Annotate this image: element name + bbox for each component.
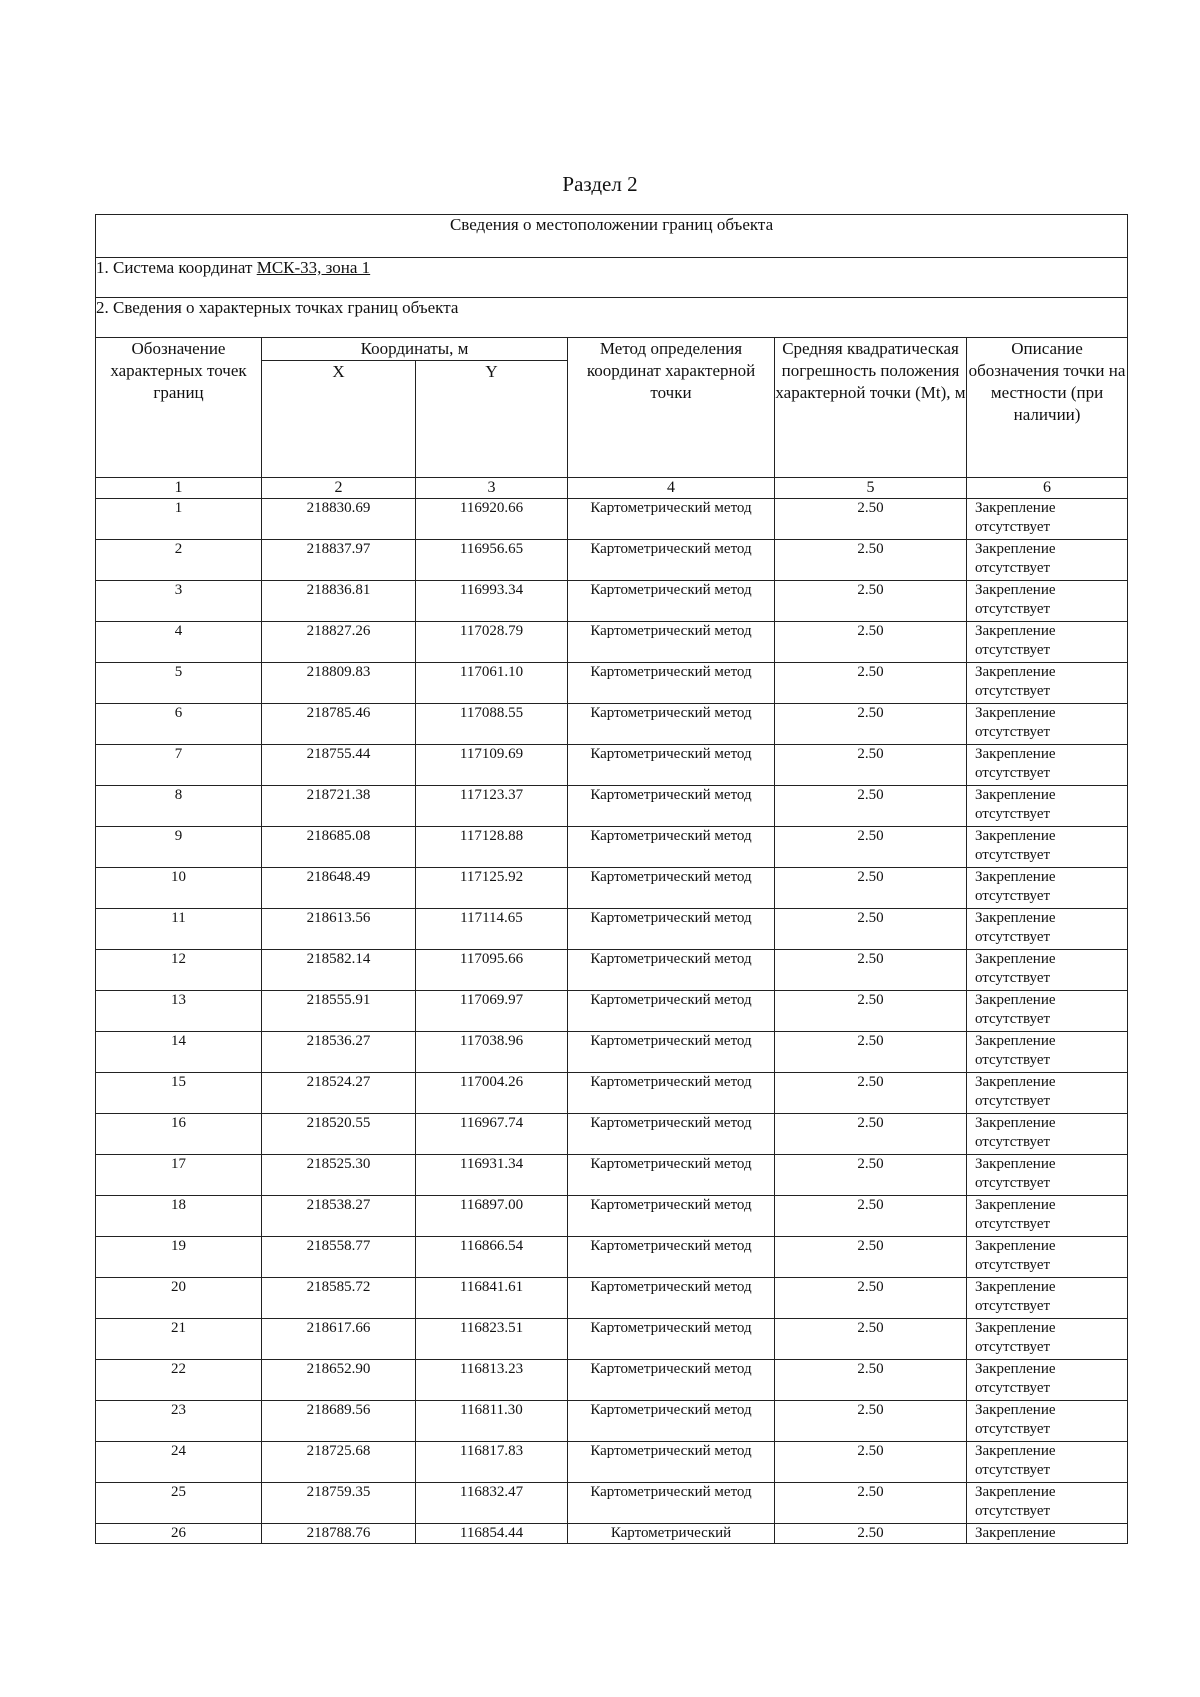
- point-number-cell: 21: [96, 1319, 262, 1360]
- description-cell: Закрепление отсутствует: [967, 1319, 1128, 1360]
- y-coordinate-cell: 117061.10: [416, 663, 568, 704]
- y-coordinate-cell: 116897.00: [416, 1196, 568, 1237]
- error-cell: 2.50: [775, 1442, 967, 1483]
- error-cell: 2.50: [775, 1155, 967, 1196]
- description-cell: Закрепление отсутствует: [967, 1483, 1128, 1524]
- description-cell: Закрепление отсутствует: [967, 827, 1128, 868]
- y-coordinate-cell: 116823.51: [416, 1319, 568, 1360]
- description-cell: Закрепление отсутствует: [967, 909, 1128, 950]
- table-row: [96, 950, 1128, 991]
- description-cell: Закрепление отсутствует: [967, 1442, 1128, 1483]
- description-cell: Закрепление отсутствует: [967, 991, 1128, 1032]
- x-coordinate-cell: 218685.08: [262, 827, 416, 868]
- y-coordinate-cell: 116956.65: [416, 540, 568, 581]
- column-number: 5: [775, 478, 967, 499]
- description-cell: Закрепление отсутствует: [967, 581, 1128, 622]
- error-cell: 2.50: [775, 540, 967, 581]
- table-row: [96, 1155, 1128, 1196]
- description-cell: Закрепление отсутствует: [967, 1032, 1128, 1073]
- method-cell: Картометрический метод: [568, 1155, 775, 1196]
- point-number-cell: 19: [96, 1237, 262, 1278]
- method-cell: Картометрический метод: [568, 1442, 775, 1483]
- y-coordinate-cell: 117038.96: [416, 1032, 568, 1073]
- table-row: [96, 745, 1128, 786]
- x-coordinate-cell: 218648.49: [262, 868, 416, 909]
- description-cell: Закрепление отсутствует: [967, 1155, 1128, 1196]
- header-error: Средняя квадратическая погрешность положения характерной точки (Mt), м: [775, 338, 967, 478]
- y-coordinate-cell: 117109.69: [416, 745, 568, 786]
- error-cell: 2.50: [775, 622, 967, 663]
- y-coordinate-cell: 116817.83: [416, 1442, 568, 1483]
- y-coordinate-cell: 117004.26: [416, 1073, 568, 1114]
- description-cell: Закрепление отсутствует: [967, 1360, 1128, 1401]
- error-cell: 2.50: [775, 704, 967, 745]
- method-cell: Картометрический метод: [568, 1114, 775, 1155]
- error-cell: 2.50: [775, 1278, 967, 1319]
- description-cell: Закрепление отсутствует: [967, 786, 1128, 827]
- description-cell: Закрепление отсутствует: [967, 1401, 1128, 1442]
- x-coordinate-cell: 218520.55: [262, 1114, 416, 1155]
- description-cell: Закрепление отсутствует: [967, 868, 1128, 909]
- y-coordinate-cell: 117125.92: [416, 868, 568, 909]
- header-designation: Обозначение характерных точек границ: [96, 338, 262, 478]
- error-cell: 2.50: [775, 1114, 967, 1155]
- coord-system-value: МСК-33, зона 1: [256, 258, 371, 277]
- description-cell: Закрепление отсутствует: [967, 1073, 1128, 1114]
- description-cell: Закрепление отсутствует: [967, 1278, 1128, 1319]
- method-cell: Картометрический метод: [568, 540, 775, 581]
- method-cell: Картометрический метод: [568, 745, 775, 786]
- error-cell: 2.50: [775, 909, 967, 950]
- point-number-cell: 5: [96, 663, 262, 704]
- method-cell: Картометрический метод: [568, 1032, 775, 1073]
- table-row: [96, 704, 1128, 745]
- error-cell: 2.50: [775, 1319, 967, 1360]
- method-cell: Картометрический метод: [568, 950, 775, 991]
- method-cell: Картометрический метод: [568, 1278, 775, 1319]
- table-title: Сведения о местоположении границ объекта: [96, 215, 1128, 258]
- x-coordinate-cell: 218689.56: [262, 1401, 416, 1442]
- point-number-cell: 11: [96, 909, 262, 950]
- point-number-cell: 25: [96, 1483, 262, 1524]
- table-row: [96, 1114, 1128, 1155]
- y-coordinate-cell: 116811.30: [416, 1401, 568, 1442]
- table-row: [96, 663, 1128, 704]
- column-number: 4: [568, 478, 775, 499]
- method-cell: Картометрический метод: [568, 663, 775, 704]
- table-row: [96, 1442, 1128, 1483]
- method-cell: Картометрический метод: [568, 499, 775, 540]
- x-coordinate-cell: 218538.27: [262, 1196, 416, 1237]
- error-cell: 2.50: [775, 1483, 967, 1524]
- table-row: [96, 909, 1128, 950]
- points-label: 2. Сведения о характерных точках границ объекта: [96, 298, 1128, 338]
- table-row: [96, 1278, 1128, 1319]
- point-number-cell: 20: [96, 1278, 262, 1319]
- y-coordinate-cell: 117088.55: [416, 704, 568, 745]
- description-cell: Закрепление отсутствует: [967, 663, 1128, 704]
- method-cell: Картометрический метод: [568, 1319, 775, 1360]
- description-cell: Закрепление отсутствует: [967, 540, 1128, 581]
- x-coordinate-cell: 218827.26: [262, 622, 416, 663]
- column-number: 2: [262, 478, 416, 499]
- x-coordinate-cell: 218837.97: [262, 540, 416, 581]
- error-cell: 2.50: [775, 1032, 967, 1073]
- column-number: 6: [967, 478, 1128, 499]
- y-coordinate-cell: 116854.44: [416, 1524, 568, 1544]
- point-number-cell: 24: [96, 1442, 262, 1483]
- x-coordinate-cell: 218525.30: [262, 1155, 416, 1196]
- error-cell: 2.50: [775, 499, 967, 540]
- x-coordinate-cell: 218785.46: [262, 704, 416, 745]
- header-y: Y: [416, 361, 568, 478]
- coord-system-row: [96, 258, 1128, 298]
- section-title: Раздел 2: [562, 172, 638, 196]
- table-row: [96, 1483, 1128, 1524]
- y-coordinate-cell: 116920.66: [416, 499, 568, 540]
- method-cell: Картометрический метод: [568, 1196, 775, 1237]
- x-coordinate-cell: 218652.90: [262, 1360, 416, 1401]
- point-number-cell: 4: [96, 622, 262, 663]
- description-cell: Закрепление отсутствует: [967, 1237, 1128, 1278]
- x-coordinate-cell: 218617.66: [262, 1319, 416, 1360]
- point-number-cell: 1: [96, 499, 262, 540]
- x-coordinate-cell: 218585.72: [262, 1278, 416, 1319]
- method-cell: Картометрический метод: [568, 704, 775, 745]
- point-number-cell: 16: [96, 1114, 262, 1155]
- x-coordinate-cell: 218558.77: [262, 1237, 416, 1278]
- x-coordinate-cell: 218613.56: [262, 909, 416, 950]
- error-cell: 2.50: [775, 1073, 967, 1114]
- error-cell: 2.50: [775, 868, 967, 909]
- description-cell: Закрепление: [967, 1524, 1128, 1544]
- method-cell: Картометрический: [568, 1524, 775, 1544]
- table-row: [96, 1196, 1128, 1237]
- x-coordinate-cell: 218788.76: [262, 1524, 416, 1544]
- description-cell: Закрепление отсутствует: [967, 745, 1128, 786]
- header-coordinates: Координаты, м: [262, 338, 568, 361]
- table-row: [96, 1032, 1128, 1073]
- y-coordinate-cell: 116967.74: [416, 1114, 568, 1155]
- point-number-cell: 7: [96, 745, 262, 786]
- table-row: [96, 622, 1128, 663]
- column-number: 1: [96, 478, 262, 499]
- point-number-cell: 6: [96, 704, 262, 745]
- boundary-points-table: [95, 214, 1128, 1544]
- x-coordinate-cell: 218836.81: [262, 581, 416, 622]
- x-coordinate-cell: 218536.27: [262, 1032, 416, 1073]
- coord-system-label: 1. Система координат: [96, 258, 253, 277]
- header-x: X: [262, 361, 416, 478]
- y-coordinate-cell: 116813.23: [416, 1360, 568, 1401]
- method-cell: Картометрический метод: [568, 581, 775, 622]
- x-coordinate-cell: 218582.14: [262, 950, 416, 991]
- point-number-cell: 26: [96, 1524, 262, 1544]
- x-coordinate-cell: 218555.91: [262, 991, 416, 1032]
- x-coordinate-cell: 218725.68: [262, 1442, 416, 1483]
- error-cell: 2.50: [775, 786, 967, 827]
- y-coordinate-cell: 116832.47: [416, 1483, 568, 1524]
- point-number-cell: 3: [96, 581, 262, 622]
- description-cell: Закрепление отсутствует: [967, 622, 1128, 663]
- error-cell: 2.50: [775, 991, 967, 1032]
- error-cell: 2.50: [775, 745, 967, 786]
- y-coordinate-cell: 117069.97: [416, 991, 568, 1032]
- table-row: [96, 1319, 1128, 1360]
- method-cell: Картометрический метод: [568, 827, 775, 868]
- header-method: Метод определения координат характерной точки: [568, 338, 775, 478]
- table-row: [96, 1237, 1128, 1278]
- table-row: [96, 1401, 1128, 1442]
- point-number-cell: 18: [96, 1196, 262, 1237]
- method-cell: Картометрический метод: [568, 1401, 775, 1442]
- y-coordinate-cell: 117123.37: [416, 786, 568, 827]
- description-cell: Закрепление отсутствует: [967, 1114, 1128, 1155]
- point-number-cell: 14: [96, 1032, 262, 1073]
- error-cell: 2.50: [775, 827, 967, 868]
- method-cell: Картометрический метод: [568, 1237, 775, 1278]
- error-cell: 2.50: [775, 1237, 967, 1278]
- description-cell: Закрепление отсутствует: [967, 704, 1128, 745]
- method-cell: Картометрический метод: [568, 868, 775, 909]
- table-row: [96, 499, 1128, 540]
- method-cell: Картометрический метод: [568, 622, 775, 663]
- error-cell: 2.50: [775, 1524, 967, 1544]
- table-row: [96, 991, 1128, 1032]
- error-cell: 2.50: [775, 1401, 967, 1442]
- point-number-cell: 9: [96, 827, 262, 868]
- method-cell: Картометрический метод: [568, 1360, 775, 1401]
- error-cell: 2.50: [775, 581, 967, 622]
- table-row: [96, 581, 1128, 622]
- point-number-cell: 22: [96, 1360, 262, 1401]
- point-number-cell: 13: [96, 991, 262, 1032]
- description-cell: Закрепление отсутствует: [967, 950, 1128, 991]
- y-coordinate-cell: 116866.54: [416, 1237, 568, 1278]
- x-coordinate-cell: 218524.27: [262, 1073, 416, 1114]
- y-coordinate-cell: 117128.88: [416, 827, 568, 868]
- error-cell: 2.50: [775, 950, 967, 991]
- x-coordinate-cell: 218809.83: [262, 663, 416, 704]
- y-coordinate-cell: 116841.61: [416, 1278, 568, 1319]
- point-number-cell: 12: [96, 950, 262, 991]
- method-cell: Картометрический метод: [568, 1483, 775, 1524]
- error-cell: 2.50: [775, 663, 967, 704]
- error-cell: 2.50: [775, 1360, 967, 1401]
- table-row: [96, 868, 1128, 909]
- y-coordinate-cell: 116993.34: [416, 581, 568, 622]
- table-row: [96, 1524, 1128, 1544]
- table-row: [96, 540, 1128, 581]
- point-number-cell: 23: [96, 1401, 262, 1442]
- table-row: [96, 1073, 1128, 1114]
- error-cell: 2.50: [775, 1196, 967, 1237]
- y-coordinate-cell: 117114.65: [416, 909, 568, 950]
- x-coordinate-cell: 218755.44: [262, 745, 416, 786]
- method-cell: Картометрический метод: [568, 909, 775, 950]
- header-description: Описание обозначения точки на местности (при наличии): [967, 338, 1128, 478]
- description-cell: Закрепление отсутствует: [967, 1196, 1128, 1237]
- method-cell: Картометрический метод: [568, 786, 775, 827]
- point-number-cell: 17: [96, 1155, 262, 1196]
- point-number-cell: 8: [96, 786, 262, 827]
- table-row: [96, 827, 1128, 868]
- point-number-cell: 15: [96, 1073, 262, 1114]
- x-coordinate-cell: 218830.69: [262, 499, 416, 540]
- y-coordinate-cell: 117095.66: [416, 950, 568, 991]
- point-number-cell: 2: [96, 540, 262, 581]
- column-number: 3: [416, 478, 568, 499]
- point-number-cell: 10: [96, 868, 262, 909]
- table-row: [96, 1360, 1128, 1401]
- y-coordinate-cell: 117028.79: [416, 622, 568, 663]
- description-cell: Закрепление отсутствует: [967, 499, 1128, 540]
- table-row: [96, 786, 1128, 827]
- x-coordinate-cell: 218759.35: [262, 1483, 416, 1524]
- y-coordinate-cell: 116931.34: [416, 1155, 568, 1196]
- method-cell: Картометрический метод: [568, 991, 775, 1032]
- method-cell: Картометрический метод: [568, 1073, 775, 1114]
- x-coordinate-cell: 218721.38: [262, 786, 416, 827]
